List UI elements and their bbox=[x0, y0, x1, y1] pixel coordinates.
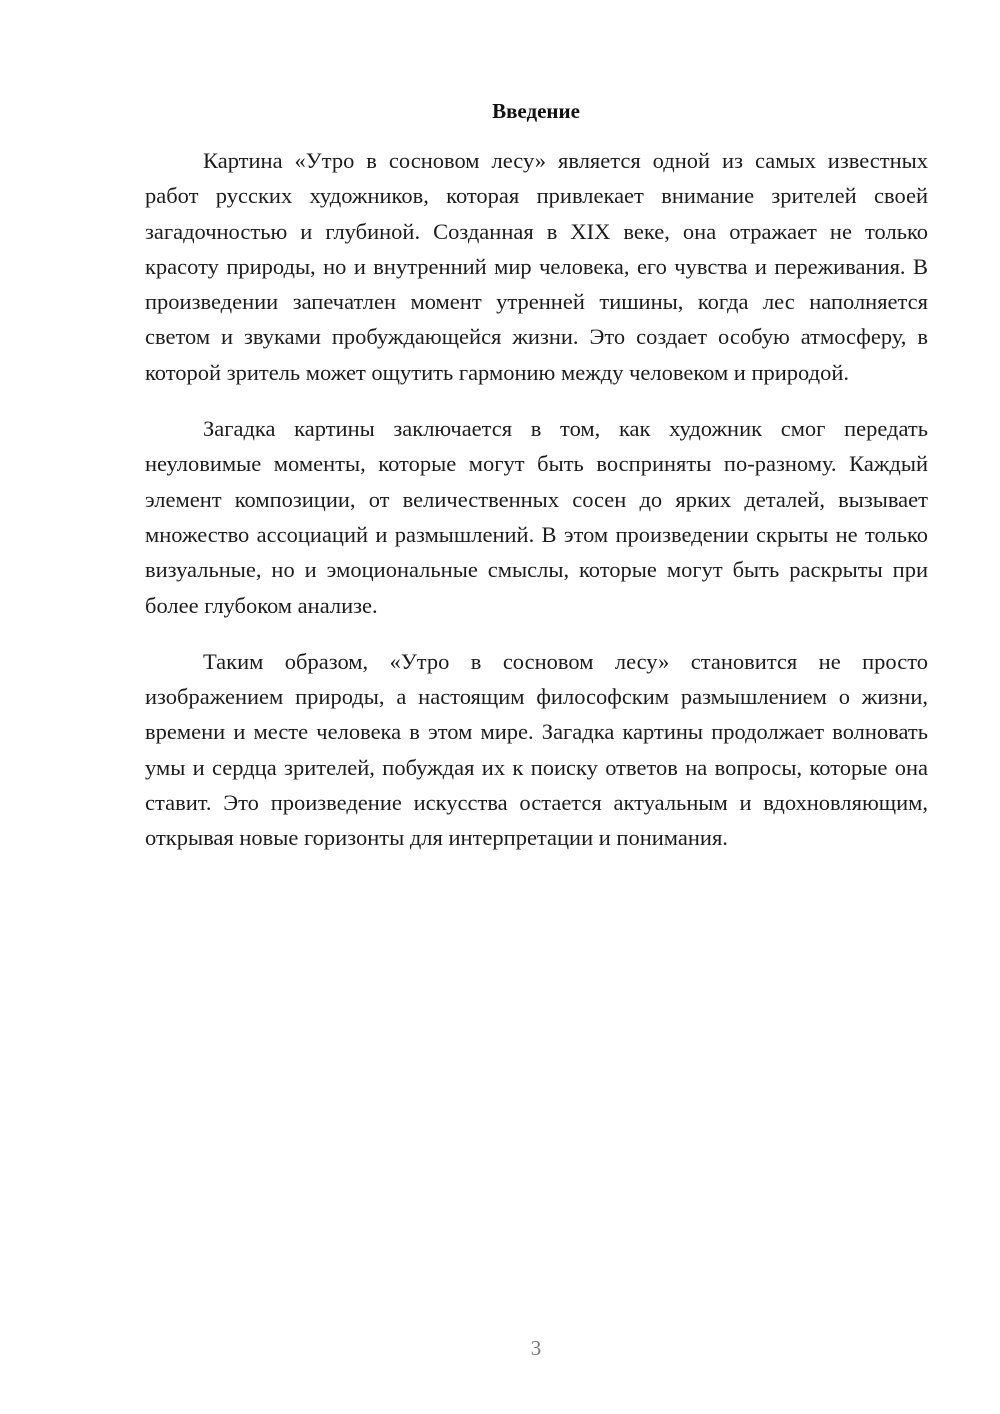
page-number: 3 bbox=[530, 1336, 542, 1360]
paragraph: Картина «Утро в сосновом лесу» является одной из самых известных работ русских художников, которая привлекает внимание зрителей своей загадочностью и глубиной. Созданная в XIX веке, она отражает не только красоту природы, но и внутренний мир человека, его чувства и переживания. В произведении запечатлен момент утренней тишины, когда лес наполняется светом и звуками пробуждающейся жизни. Это создает особую атмосферу, в которой зритель может ощутить гармонию между человеком и природой. bbox=[145, 148, 928, 385]
section-title: Введение bbox=[492, 99, 580, 123]
body-text bbox=[145, 143, 928, 877]
paragraph: Таким образом, «Утро в сосновом лесу» становится не просто изображением природы, а настоящим философским размышлением о жизни, времени и месте человека в этом мире. Загадка картины продолжает волновать умы и сердца зрителей, побуждая их к поиску ответов на вопросы, которые она ставит. Это произведение искусства остается актуальным и вдохновляющим, открывая новые горизонты для интерпретации и понимания. bbox=[145, 648, 928, 851]
paragraph: Загадка картины заключается в том, как художник смог передать неуловимые моменты, которые могут быть восприняты по-разному. Каждый элемент композиции, от величественных сосен до ярких деталей, вызывает множество ассоциаций и размышлений. В этом произведении скрыты не только визуальные, но и эмоциональные смыслы, которые могут быть раскрыты при более глубоком анализе. bbox=[145, 416, 928, 618]
